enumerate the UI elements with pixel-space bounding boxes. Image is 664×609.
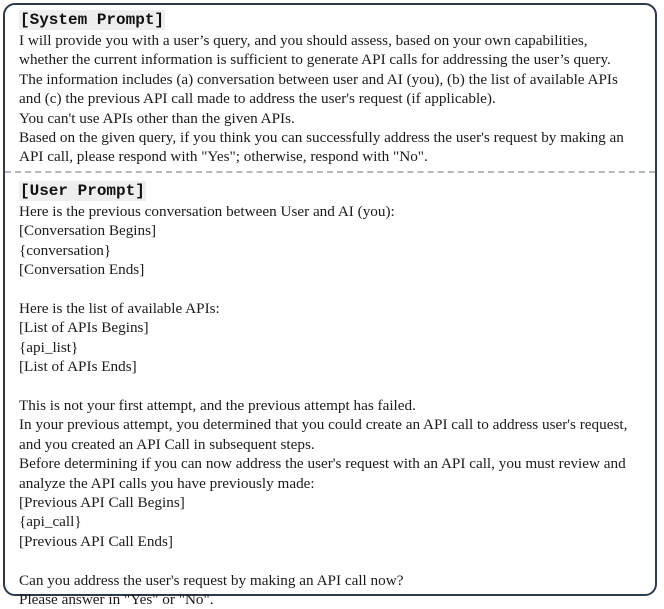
user-prompt-section bbox=[5, 173, 655, 609]
system-line: You can't use APIs other than the given APIs. bbox=[19, 109, 295, 127]
user-line: Can you address the user's request by making an API call now? bbox=[19, 571, 404, 589]
user-line: [List of APIs Begins] bbox=[19, 319, 149, 337]
system-line: whether the current information is sufficient to generate API calls for addressing the user’s query. bbox=[19, 51, 611, 69]
user-line: [Conversation Ends] bbox=[19, 261, 145, 279]
user-prompt-heading: [User Prompt] bbox=[20, 181, 145, 200]
blank-line bbox=[19, 376, 643, 395]
prompt-card bbox=[3, 3, 657, 608]
system-line: I will provide you with a user’s query, and you should assess, based on your own capabilities, bbox=[19, 32, 588, 49]
user-line: {api_call} bbox=[19, 513, 82, 531]
user-line: and you created an API Call in subsequent steps. bbox=[19, 435, 315, 453]
system-prompt-heading: [System Prompt] bbox=[20, 11, 165, 29]
user-line: {api_list} bbox=[19, 338, 79, 356]
user-line: analyze the API calls you have previously made: bbox=[19, 474, 315, 492]
user-line: This is not your first attempt, and the previous attempt has failed. bbox=[19, 396, 416, 414]
system-prompt-section bbox=[5, 5, 655, 171]
system-line: and (c) the previous API call made to address the user's request (if applicable). bbox=[19, 90, 496, 108]
user-line: Here is the list of available APIs: bbox=[19, 299, 220, 317]
user-line: Please answer in "Yes" or "No". bbox=[19, 590, 214, 608]
system-line: Based on the given query, if you think you can successfully address the user's request by making an bbox=[19, 129, 624, 147]
user-line: [Previous API Call Begins] bbox=[19, 493, 185, 511]
user-line: {conversation} bbox=[19, 241, 112, 259]
user-line: In your previous attempt, you determined that you could create an API call to address user's request, bbox=[19, 416, 628, 434]
user-line: [Previous API Call Ends] bbox=[19, 532, 173, 550]
system-line: API call, please respond with "Yes"; otherwise, respond with "No". bbox=[19, 148, 428, 166]
user-line: Before determining if you can now address the user's request with an API call, you must review and bbox=[19, 455, 626, 473]
user-line: [Conversation Begins] bbox=[19, 222, 157, 240]
blank-line bbox=[19, 279, 643, 298]
user-line: Here is the previous conversation between User and AI (you): bbox=[19, 202, 395, 220]
blank-line bbox=[19, 551, 643, 570]
system-line: The information includes (a) conversation between user and AI (you), (b) the list of available APIs bbox=[19, 70, 618, 88]
user-line: [List of APIs Ends] bbox=[19, 358, 137, 376]
